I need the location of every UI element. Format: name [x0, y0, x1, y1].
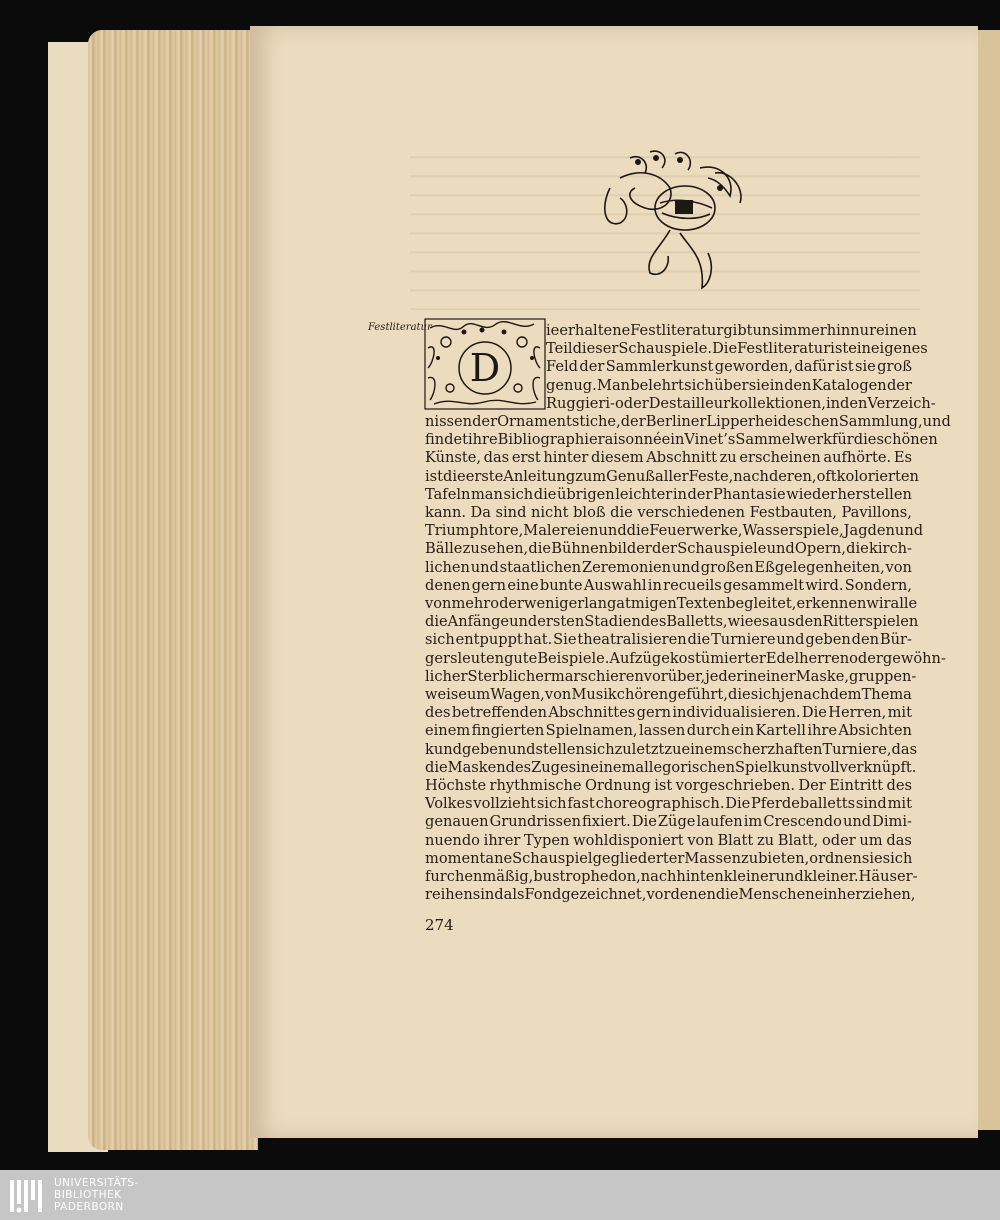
text-line: die Anfänge und ersten Stadien des Balletts, wie es aus den Ritterspielen [425, 613, 919, 631]
text-line: von mehr oder weniger langatmigen Texten begleitet, erkennen wir alle [425, 595, 918, 612]
decorated-initial [424, 318, 546, 410]
text-line: lichen und staatlichen Zeremonien und großen Eßgelegenheiten, von [425, 558, 912, 576]
text-line: Triumphtore, Malereien und die Feuerwerke, Wasserspiele, Jagden und [425, 522, 924, 540]
facing-page-edge [978, 30, 1000, 1130]
text-line: licher Sterblicher marschieren vorüber, jeder in einer Maske, gruppen- [425, 667, 917, 685]
text-line: weise um Wagen, von Musikchören geführt, die sich je nach dem Thema [425, 686, 912, 703]
text-line: genauen Grundrissen fixiert. Die Züge laufen im Crescendo und Dimi- [425, 813, 912, 831]
text-line: sich entpuppt hat. Sie theatralisieren die Turniere und geben den Bür- [425, 631, 912, 649]
library-name-line-1: UNIVERSITÄTS- [54, 1177, 139, 1189]
text-line: Höchste rhythmische Ordnung ist vorgeschrieben. Der Eintritt des [425, 777, 912, 794]
ribbon-ornament-icon [590, 148, 750, 298]
text-line: denen gern eine bunte Auswahl in recueils gesammelt wird. Sondern, [425, 576, 912, 594]
library-name-line-2: BIBLIOTHEK [54, 1189, 122, 1201]
page-number: 274 [425, 916, 454, 934]
text-line: die Masken des Zuges in einem allegorischen Spiel kunstvoll verknüpft. [425, 758, 917, 776]
text-line: furchenmäßig, bustrophedon, nach hinten kleiner und kleiner. Häuser- [425, 868, 918, 885]
text-line: findet ihre Bibliographie raisonnée in Vinet’s Sammelwerk für die schönen [425, 431, 938, 449]
text-line: Ruggieri- oder Destailleurkollektionen, in den Verzeich- [546, 394, 936, 412]
margin-note: Festliteratur [368, 322, 432, 333]
page-edges [88, 30, 258, 1150]
text-line: nissen der Ornamentstiche, der Berliner Lipperheideschen Sammlung, und [425, 413, 951, 430]
text-line: Feld der Sammlerkunst geworden, dafür ist sie groß [546, 358, 912, 376]
text-line: Teil dieser Schauspiele. Die Festliteratur ist ein eigenes [546, 340, 928, 358]
text-line: Bälle zu sehen, die Bühnenbilder der Schauspiele und Opern, die kirch- [425, 540, 912, 558]
text-line: ie erhaltene Festliteratur gibt uns immerhin nur einen [546, 322, 917, 339]
text-line: einem fingierten Spielnamen, lassen durch ein Kartell ihre Absichten [425, 722, 912, 740]
drop-cap-letter: D [469, 346, 501, 390]
text-line: kundgeben und stellen sich zuletzt zu einem scherzhaften Turniere, das [425, 740, 918, 758]
text-line: Volkes vollzieht sich fast choreographisch. Die Pferdeballetts sind mit [425, 795, 912, 813]
text-line: Künste, das erst hinter diesem Abschnitt zu erscheinen aufhörte. Es [425, 449, 912, 467]
text-line: momentane Schauspiel gegliederter Massen zu bieten, ordnen sie sich [425, 849, 913, 867]
text-line: kann. Da sind nicht bloß die verschiedenen Festbauten, Pavillons, [425, 504, 912, 521]
text-line: Tafeln man sich die übrigen leichter in der Phantasie wieder herstellen [425, 485, 912, 503]
library-name-line-3: PADERBORN [54, 1201, 124, 1213]
text-line: genug. Man belehrt sich über sie in den Katalogen der [546, 376, 912, 394]
library-footer [0, 1170, 1000, 1220]
library-logo-icon [8, 1176, 48, 1216]
text-line: des betreffenden Abschnittes gern individualisieren. Die Herren, mit [425, 704, 912, 722]
library-name [54, 1177, 139, 1213]
text-line: nuendo ihrer Typen wohldisponiert von Blatt zu Blatt, oder um das [425, 831, 912, 849]
text-line: gersleuten gute Beispiele. Aufzüge kostümierter Edelherren oder gewöhn- [425, 649, 946, 667]
text-line: reihen sind als Fond gezeichnet, vor denen die Menschen einherziehen, [425, 886, 916, 904]
text-line: ist die erste Anleitung zum Genuß aller Feste, nach deren, oft kolorierten [425, 467, 919, 485]
